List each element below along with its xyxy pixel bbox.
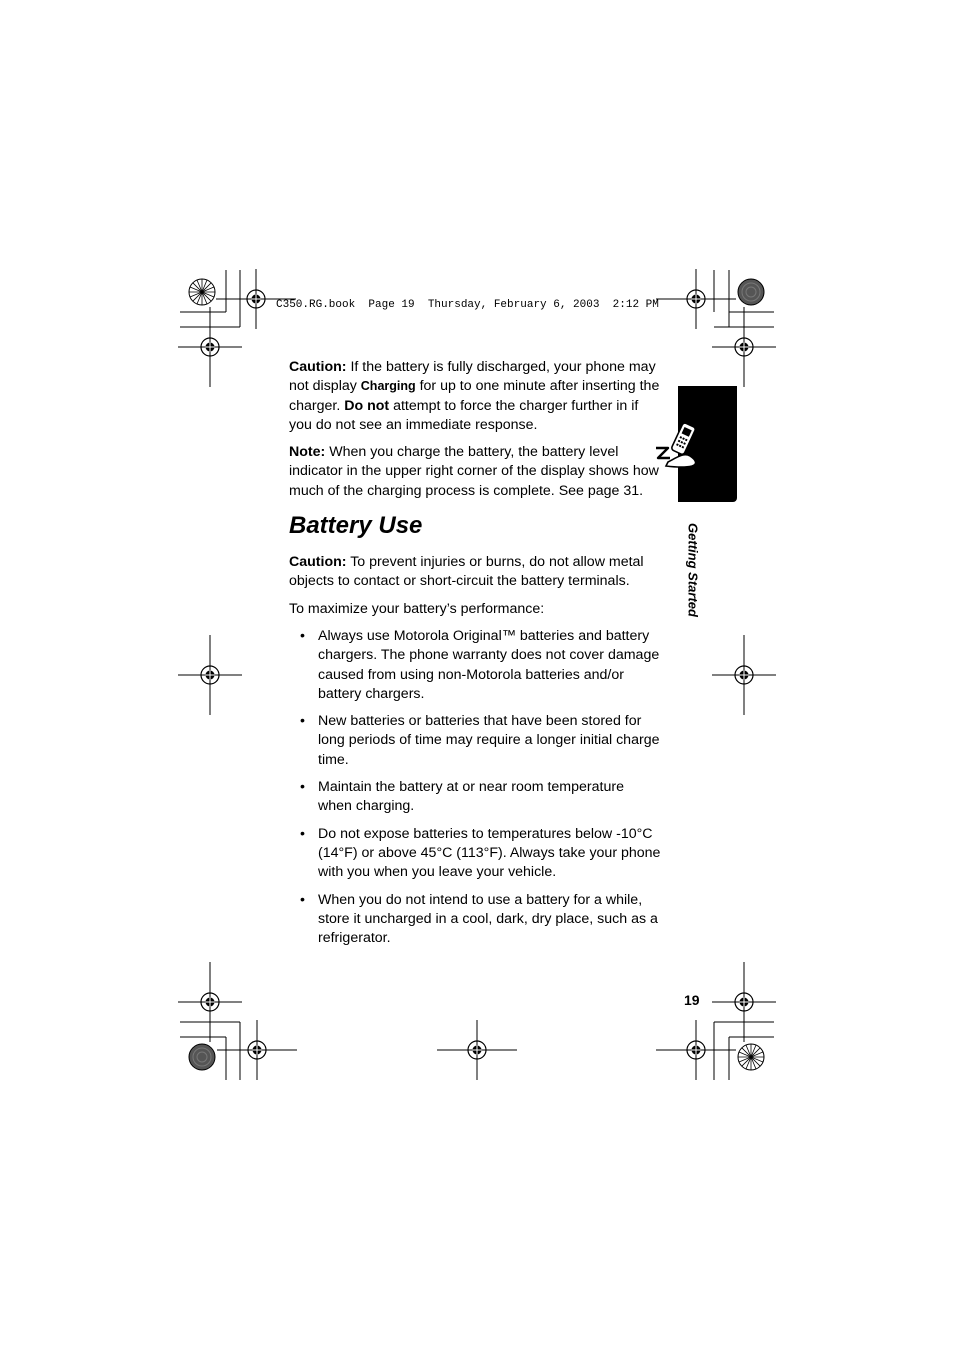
bullet-mark: •: [300, 779, 305, 796]
caution2-paragraph: [289, 553, 661, 592]
list-item-text: Maintain the battery at or near room temperature when charging.: [318, 779, 624, 815]
page-number: 19: [684, 992, 700, 1008]
do-not-emphasis: Do not: [344, 397, 390, 414]
list-item: [289, 627, 661, 704]
section-label: [683, 518, 703, 622]
list-item-text: When you do not intend to use a battery for a while, store it uncharged in a cool, dark, dry place, such as a refrigerator.: [318, 891, 658, 947]
main-content: [289, 358, 661, 956]
caution-paragraph: [289, 358, 661, 435]
caution-text-c: attempt to force the charger further in if you do not see an immediate response.: [289, 397, 639, 433]
list-item-text: Do not expose batteries to temperatures below -10°C (14°F) or above 45°C (113°F). Always take your phone with you when you leave your vehicle.: [318, 825, 661, 881]
bullet-mark: •: [300, 891, 305, 908]
intro-paragraph: To maximize your battery’s performance:: [289, 600, 545, 617]
caution-label: Caution:: [289, 359, 347, 375]
list-item: [289, 712, 661, 770]
caution2-text: To prevent injuries or burns, do not allow metal objects to contact or short-circuit the battery terminals.: [289, 554, 644, 590]
bullet-mark: •: [300, 627, 305, 644]
section-heading: Battery Use: [289, 512, 423, 540]
tips-list: [289, 627, 661, 948]
bullet-mark: •: [300, 825, 305, 842]
print-info-header: C350.RG.book Page 19 Thursday, February 6, 2003 2:12 PM: [276, 299, 659, 311]
note-text: When you charge the battery, the battery level indicator in the upper right corner of the display shows how much of the charging process is complete. See page 31.: [289, 444, 659, 499]
phone-hand-icon: [654, 418, 704, 470]
note-label: Note:: [289, 444, 326, 461]
list-item: [289, 778, 661, 817]
charging-ui-term: Charging: [360, 379, 416, 394]
note-paragraph: [289, 443, 661, 501]
list-item-text: New batteries or batteries that have been stored for long periods of time may require a longer initial charge time.: [318, 713, 660, 768]
list-item-text: Always use Motorola Original™ batteries and battery chargers. The phone warranty does not cover damage caused from using non-Motorola batteries and/or battery chargers.: [318, 627, 660, 702]
bullet-mark: •: [300, 713, 305, 730]
section-label-text: Getting Started: [685, 523, 701, 617]
caution2-label: Caution:: [289, 554, 347, 571]
list-item: [289, 891, 661, 949]
caution-text-b: for up to one minute after inserting the charger.: [289, 378, 660, 414]
list-item: [289, 825, 661, 883]
caution-text-a: If the battery is fully discharged, your phone may not display: [289, 359, 656, 395]
